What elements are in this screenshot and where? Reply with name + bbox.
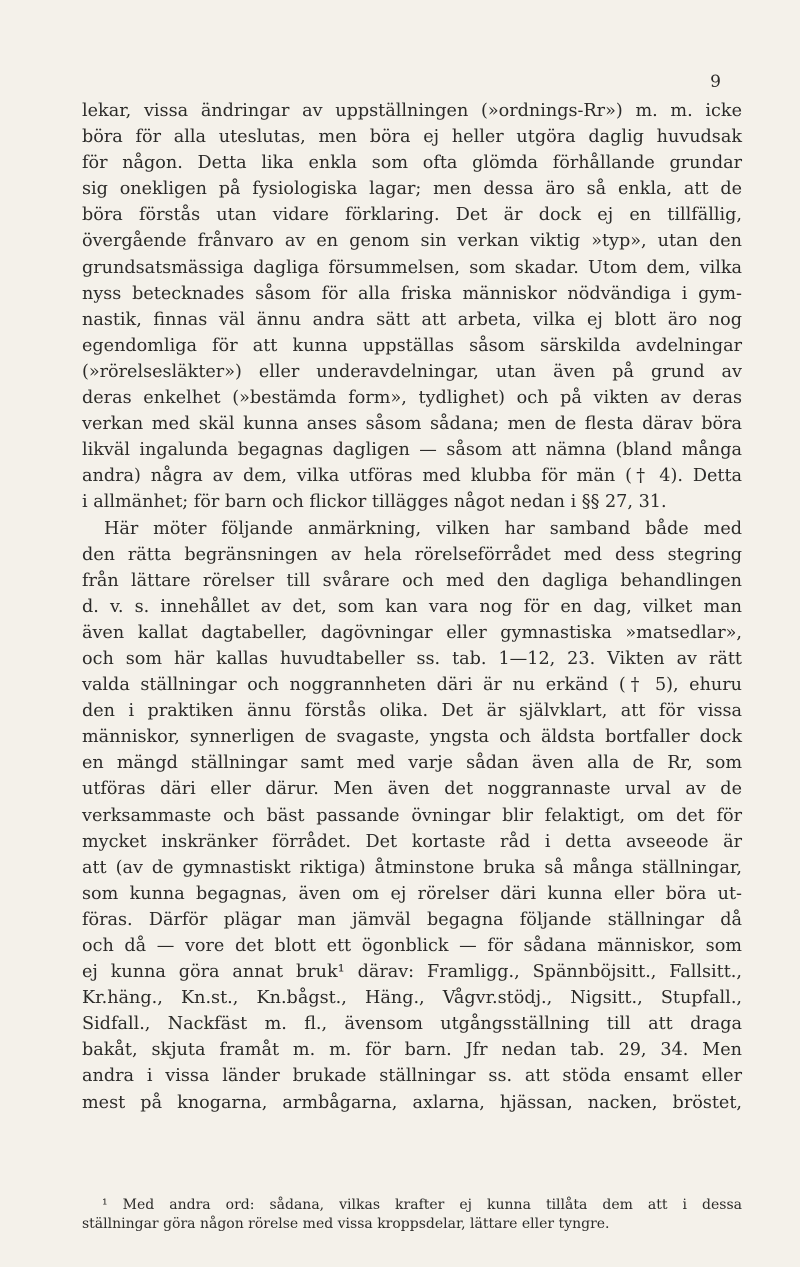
text-line: d. v. s. innehållet av det, som kan vara nog för en dag, vilket man [82, 596, 742, 617]
text-line: människor, synnerligen de svagaste, yngsta och äldsta bortfaller dock [82, 727, 742, 748]
text-line: Sidfall., Nackfäst m. fl., ävensom utgångsställning till att draga [82, 1014, 742, 1035]
text-line: bakåt, skjuta framåt m. m. för barn. Jfr nedan tab. 29, 34. Men [82, 1040, 742, 1061]
text-line: böra förstås utan vidare förklaring. Det är dock ej en tillfällig, [82, 205, 742, 226]
text-line: böra för alla uteslutas, men böra ej heller utgöra daglig huvudsak [82, 127, 742, 148]
body-text [82, 98, 742, 1116]
text-line: för någon. Detta lika enkla som ofta glömda förhållande grundar [82, 153, 742, 174]
text-line: mest på knogarna, armbågarna, axlarna, hjässan, nacken, bröstet, [82, 1092, 742, 1113]
text-line: att (av de gymnastiskt riktiga) åtminstone bruka så många ställningar, [82, 857, 742, 878]
text-line: mycket inskränker förrådet. Det kortaste råd i detta avseeode är [82, 831, 742, 852]
text-line: föras. Därför plägar man jämväl begagna följande ställningar då [82, 909, 742, 930]
text-line: (»rörelsesläkter») eller underavdelningar, utan även på grund av [82, 361, 742, 382]
text-line: lekar, vissa ändringar av uppställningen (»ordnings-Rr») m. m. icke [82, 101, 742, 121]
footnotes [82, 1196, 742, 1234]
text-line: sig onekligen på fysiologiska lagar; men dessa äro så enkla, att de [82, 179, 742, 200]
page-number: 9 [710, 72, 722, 92]
text-line: verkan med skäl kunna anses såsom sådana; men de flesta därav böra [82, 414, 742, 435]
text-line: ej kunna göra annat bruk¹ därav: Framligg., Spännböjsitt., Fallsitt., [82, 962, 742, 983]
text-line: som kunna begagnas, även om ej rörelser däri kunna eller böra ut- [82, 883, 742, 904]
text-line: i allmänhet; för barn och flickor tillägges något nedan i §§ 27, 31. [82, 492, 667, 513]
text-line: nyss betecknades såsom för alla friska människor nödvändiga i gym- [82, 283, 742, 304]
text-line: den rätta begränsningen av hela rörelseförrådet med dess stegring [82, 544, 742, 565]
text-line: valda ställningar och noggrannheten däri är nu erkänd († 5), ehuru [82, 675, 742, 696]
text-line: Kr.häng., Kn.st., Kn.bågst., Häng., Vågvr.stödj., Nigsitt., Stupfall., [82, 988, 742, 1009]
text-line: även kallat dagtabeller, dagövningar eller gymnastiska »matsedlar», [82, 622, 742, 643]
text-line: deras enkelhet (»bestämda form», tydlighet) och på vikten av deras [82, 388, 742, 409]
footnote-line: ställningar göra någon rörelse med vissa kroppsdelar, lättare eller tyngre. [82, 1216, 610, 1232]
text-line: Här möter följande anmärkning, vilken har samband både med [104, 518, 742, 539]
text-line: andra i vissa länder brukade ställningar ss. att stöda ensamt eller [82, 1066, 742, 1087]
text-line: grundsatsmässiga dagliga försummelsen, som skadar. Utom dem, vilka [82, 257, 742, 278]
text-line: egendomliga för att kunna uppställas såsom särskilda avdelningar [82, 335, 742, 356]
text-line: nastik, finnas väl ännu andra sätt att arbeta, vilka ej blott äro nog [82, 309, 742, 330]
text-line: en mängd ställningar samt med varje sådan även alla de Rr, som [82, 753, 742, 774]
text-line: den i praktiken ännu förstås olika. Det är självklart, att för vissa [82, 701, 742, 722]
text-line: från lättare rörelser till svårare och med den dagliga behandlingen [82, 570, 742, 591]
text-line: övergående frånvaro av en genom sin verkan viktig »typ», utan den [82, 231, 742, 252]
text-line: verksammaste och bäst passande övningar blir felaktigt, om det för [82, 805, 742, 826]
text-line: andra) några av dem, vilka utföras med klubba för män († 4). Detta [82, 466, 742, 487]
text-line: likväl ingalunda begagnas dagligen — såsom att nämna (bland många [82, 440, 742, 461]
text-line: och som här kallas huvudtabeller ss. tab. 1—12, 23. Vikten av rätt [82, 648, 742, 669]
text-line: och då — vore det blott ett ögonblick — för sådana människor, som [82, 936, 742, 956]
footnote-line: ¹ Med andra ord: sådana, vilkas krafter ej kunna tillåta dem att i dessa [102, 1197, 742, 1213]
text-line: utföras däri eller därur. Men även det noggrannaste urval av de [82, 779, 742, 800]
